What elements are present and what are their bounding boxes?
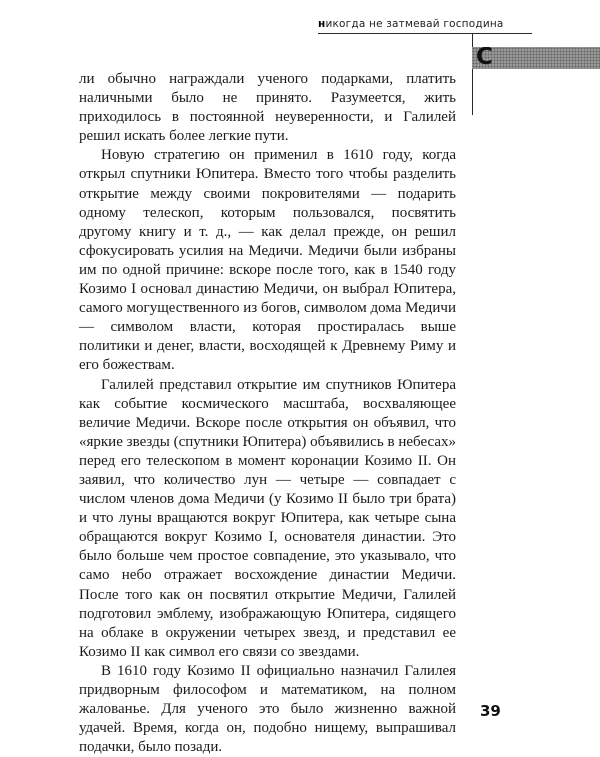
chapter-tab-glyph: C: [476, 47, 493, 69]
running-header-dropcap: н: [318, 18, 326, 30]
header-rule: [318, 33, 532, 34]
paragraph-4: В 1610 году Козимо II официально назначил Галилея придворным философом и математиком, на полном жалованье. Для ученого это было жизненно важной удачей. Время, когда он, подобно нищему, выпрашивал подачки, было позади.: [79, 662, 456, 756]
running-header: [318, 18, 504, 30]
paragraph-2: Новую стратегию он применил в 1610 году, когда открыл спутники Юпитера. Вместо того чтобы разделить открытие между своими покровителями — подарить одному телескоп, которым пользовался, посвятить другому книгу и т. д., — как делал прежде, он решил сфокусировать усилия на Медичи. Медичи были избраны им по одной причине: вскоре после того, как в 1540 году Козимо I основал династию Медичи, он выбрал Юпитера, самого могущественного из богов, символом дома Медичи — символом власти, которая простиралась выше политики и денег, власти, восходящей к Древнему Риму и его божествам.: [79, 147, 456, 374]
chapter-tab: [472, 47, 600, 69]
body-text: [79, 70, 456, 757]
paragraph-1: ли обычно награждали ученого подарками, платить наличными было не принято. Разумеется, жить приходилось в постоянной неуверенности, и Галилей решил искать более легкие пути.: [79, 71, 456, 145]
running-header-title: икогда не затмевай господина: [325, 18, 504, 30]
header-vertical-rule: [472, 33, 473, 115]
page-number: 39: [480, 702, 501, 720]
paragraph-3: Галилей представил открытие им спутников Юпитера как событие космического масштаба, восхваляющее величие Медичи. Вскоре после открытия он объявил, что «яркие звезды (спутники Юпитера) объявились в небесах» перед его телескопом в момент коронации Козимо II. Он заявил, что количество лун — четыре — совпадает с числом членов дома Медичи (у Козимо II было три брата) и что луны вращаются вокруг Юпитера, как четыре сына обращаются вокруг Козимо I, основателя династии. Это было больше чем простое совпадение, это указывало, что само небо отражает восхождение династии Медичи. После того как он посвятил открытие Медичи, Галилей подготовил эмблему, изображающую Юпитера, сидящего на облаке в окружении четырех звезд, и представил ее Козимо II как символ его связи со звездами.: [79, 376, 456, 660]
